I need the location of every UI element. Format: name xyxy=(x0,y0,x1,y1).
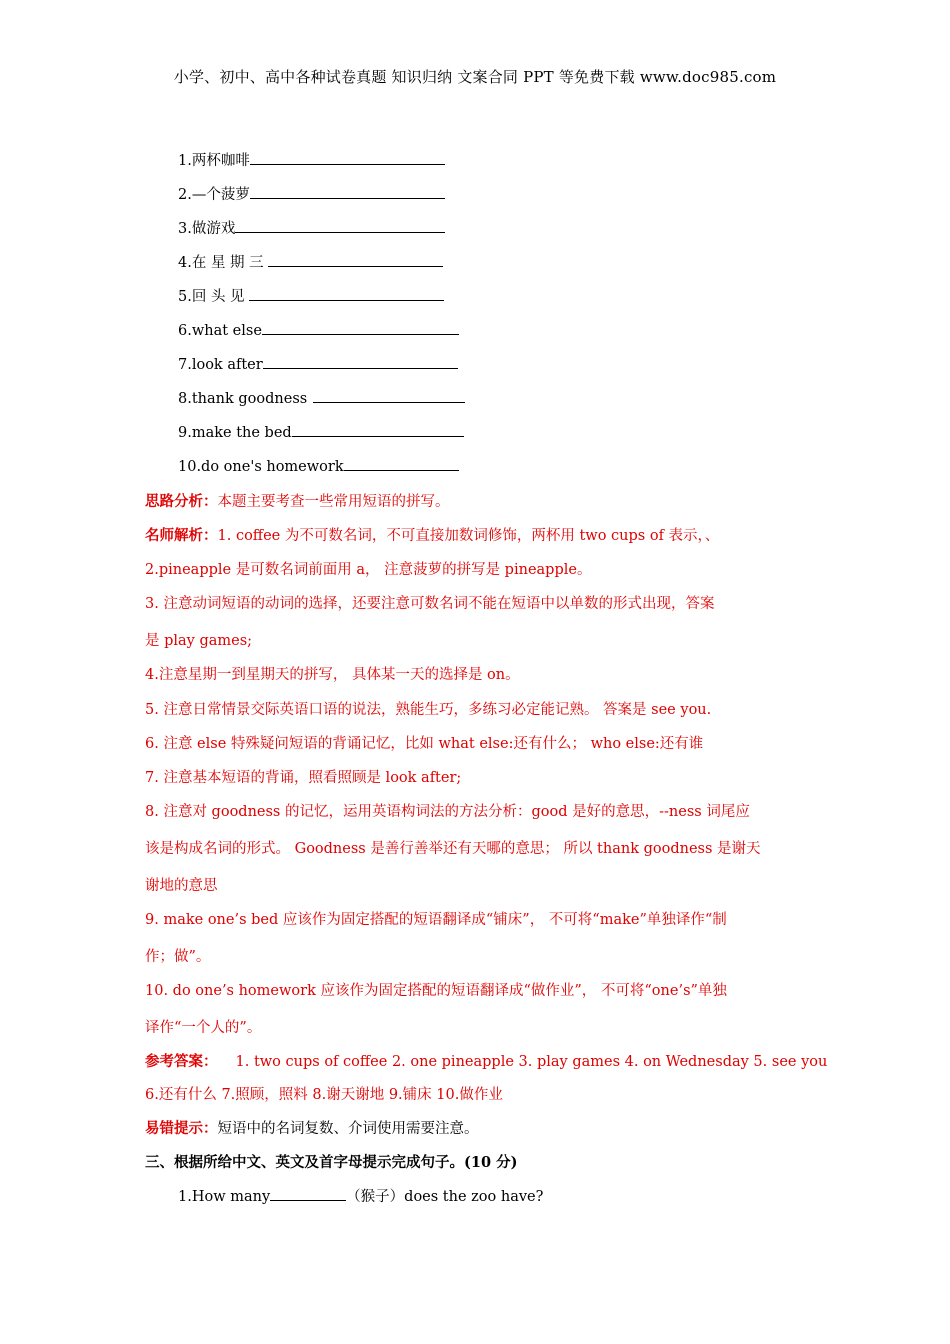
explain-line: 名师解析：1. coffee 为不可数名词，不可直接加数词修饰，两杯用 two cups of 表示，、 xyxy=(145,527,720,544)
explain-line: 是 play games; xyxy=(145,633,253,649)
question-7: 7.look after xyxy=(178,354,458,373)
answer-blank xyxy=(292,422,464,437)
page-header: 小学、初中、高中各种试卷真题 知识归纳 文案合同 PPT 等免费下载 www.doc985.com xyxy=(173,68,777,86)
question-4: 4.在 星 期 三 xyxy=(178,251,443,272)
explain-line: 谢地的意思 xyxy=(145,878,218,894)
explain-line: 该是构成名词的形式。 Goodness 是善行善举还有天哪的意思； 所以 thank goodness 是谢天 xyxy=(145,841,761,857)
answer-blank xyxy=(313,388,465,403)
explain-line: 7. 注意基本短语的背诵，照看照顾是 look after; xyxy=(145,770,462,786)
section3-question-1: 1.How many （猴子）does the zoo have? xyxy=(178,1185,543,1206)
answer-line: 参考答案： 1. two cups of coffee 2. one pineapple 3. play games 4. on Wednesday 5. see you xyxy=(145,1053,828,1070)
explain-line: 4.注意星期一到星期天的拼写， 具体某一天的选择是 on。 xyxy=(145,667,520,683)
answer-blank xyxy=(235,218,445,233)
explain-line: 10. do one’s homework 应该作为固定搭配的短语翻译成“做作业”， 不可将“one’s”单独 xyxy=(145,983,727,999)
answer-line: 6.还有什么 7.照顾，照料 8.谢天谢地 9.铺床 10.做作业 xyxy=(145,1087,503,1103)
question-10: 10.do one's homework xyxy=(178,456,459,475)
explain-line: 作；做”。 xyxy=(145,949,211,965)
question-6: 6.what else xyxy=(178,320,459,339)
tip-line: 易错提示：短语中的名词复数、介词使用需要注意。 xyxy=(145,1120,479,1137)
explain-line: 5. 注意日常情景交际英语口语的说法，熟能生巧，多练习必定能记熟。 答案是 see you. xyxy=(145,702,712,718)
answer-blank xyxy=(250,184,445,199)
answer-blank xyxy=(270,1186,346,1201)
answer-blank xyxy=(344,456,459,471)
question-3: 3.做游戏 xyxy=(178,217,445,238)
explain-line: 9. make one’s bed 应该作为固定搭配的短语翻译成“铺床”， 不可将“make”单独译作“制 xyxy=(145,912,727,928)
answer-blank xyxy=(268,252,443,267)
explain-line: 8. 注意对 goodness 的记忆，运用英语构词法的方法分析：good 是好的意思，--ness 词尾应 xyxy=(145,804,750,820)
explain-line: 译作“一个人的”。 xyxy=(145,1020,262,1036)
explain-line: 2.pineapple 是可数名词前面用 a， 注意菠萝的拼写是 pineapple。 xyxy=(145,562,592,578)
answer-blank xyxy=(250,150,445,165)
section-heading: 三、根据所给中文、英文及首字母提示完成句子。(10 分) xyxy=(145,1154,518,1171)
answer-blank xyxy=(249,286,444,301)
analysis-line: 思路分析：本题主要考查一些常用短语的拼写。 xyxy=(145,493,450,510)
question-1: 1.两杯咖啡 xyxy=(178,149,445,170)
explain-line: 6. 注意 else 特殊疑问短语的背诵记忆，比如 what else:还有什么； who else:还有谁 xyxy=(145,736,704,752)
answer-blank xyxy=(262,320,459,335)
answer-blank xyxy=(263,354,458,369)
question-9: 9.make the bed xyxy=(178,422,464,441)
explain-line: 3. 注意动词短语的动词的选择，还要注意可数名词不能在短语中以单数的形式出现，答案 xyxy=(145,596,715,612)
question-2: 2.—个菠萝 xyxy=(178,183,445,204)
question-5: 5.回 头 见 xyxy=(178,285,444,306)
question-8: 8.thank goodness xyxy=(178,388,465,407)
